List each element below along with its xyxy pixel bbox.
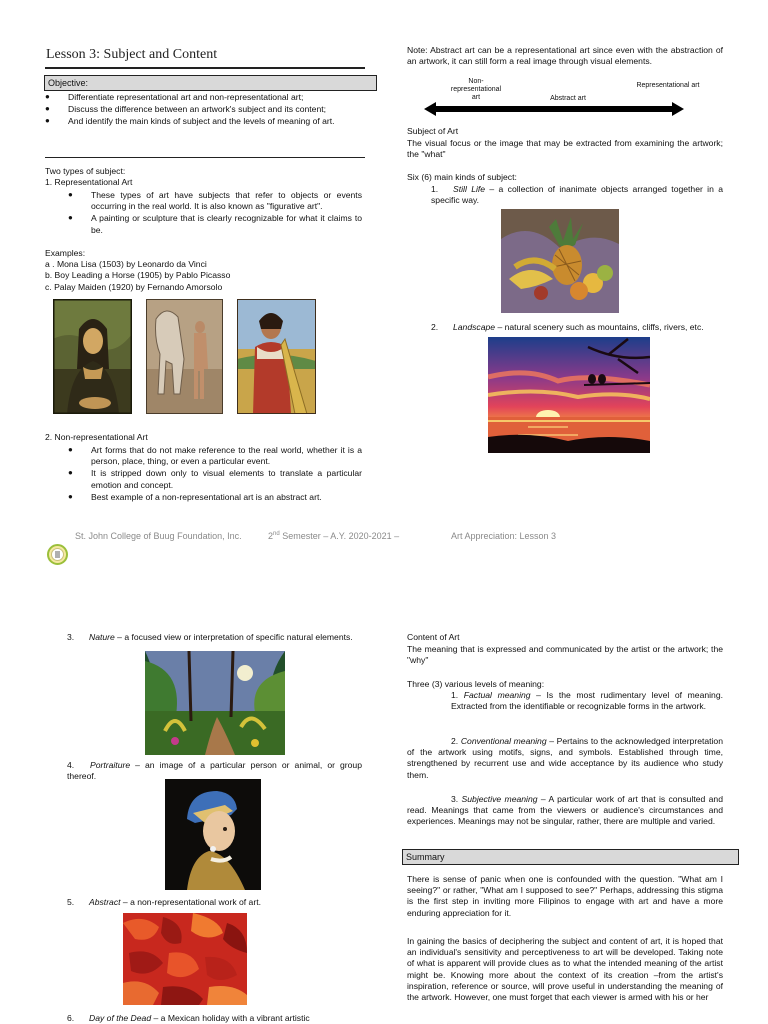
- arrow-label-rep: Representational art: [636, 82, 700, 89]
- subject-definition: The visual focus or the image that may be extracted from examining the artwork; the "what": [407, 138, 723, 160]
- content-heading: Content of Art: [407, 632, 460, 642]
- summary-header: Summary: [402, 849, 739, 865]
- page-title: Lesson 3: Subject and Content: [46, 47, 218, 62]
- rep-bullet: A painting or sculpture that is clearly recognizable for what it claims to be.: [91, 213, 362, 235]
- nature-image: [145, 651, 285, 755]
- summary-paragraph: In gaining the basics of deciphering the subject and content of art, it is hoped that an individual's sensitivity and perceptiveness to art will be developed. Taking note of what is apparent will provide clues as to what the intended meaning of the artist might be. Knowing more about the context of its creation –from the artist's inspiration, reference or source, will prove useful in understanding the meaning of the artwork. However, one must forget that each viewer is armed with his or her: [407, 936, 723, 1002]
- content-definition: The meaning that is expressed and communicated by the artist or the artwork; the "why": [407, 644, 723, 666]
- kind-still-life: 1. Still Life – a collection of inanimate objects arranged together in a specific way.: [431, 184, 724, 206]
- bullet: ●: [68, 491, 73, 501]
- arrow-label-abstract: Abstract art: [550, 95, 586, 102]
- level-subjective: 3. Subjective meaning – A particular work of art that is consulted and read. Meanings that came from the viewers or audience's circumstances and experiences. Meanings may not be singular, rather, there are multiple and varied.: [407, 794, 723, 827]
- abstract-note: Note: Abstract art can be a representational art since even with the abstraction of an artwork, it can still form a real image through visual elements.: [407, 45, 723, 67]
- abstract-image: [123, 913, 247, 1005]
- boy-leading-horse-image: [146, 299, 223, 414]
- kind-portraiture: 4. Portraiture – an image of a particular person or animal, or group thereof.: [67, 760, 362, 782]
- portrait-image: [165, 779, 261, 890]
- objective-item: And identify the main kinds of subject and the levels of meaning of art.: [68, 116, 335, 127]
- bullet: ●: [45, 116, 50, 126]
- kind-abstract: 5. Abstract – a non-representational work of art.: [67, 897, 261, 907]
- representational-bullets: [68, 190, 362, 236]
- examples-heading: Examples:: [45, 248, 86, 258]
- nonrep-bullet: Art forms that do not make reference to the real world, whether it is a person, place, thing, or even a particular event.: [91, 445, 362, 467]
- subject-heading: Subject of Art: [407, 126, 459, 136]
- objective-item: Discuss the difference between an artwork's subject and its content;: [68, 104, 327, 115]
- nonrep-bullets: [68, 445, 362, 503]
- rep-bullet: These types of art have subjects that refer to objects or events occurring in the real world. It is also known as "figurative art".: [91, 190, 362, 212]
- still-life-image: [501, 209, 619, 313]
- nonrep-bullet: Best example of a non-representational art is an abstract art.: [91, 491, 322, 502]
- objectives-list: [45, 92, 362, 128]
- bullet: ●: [45, 92, 50, 101]
- landscape-image: [488, 337, 650, 453]
- level-conventional: 2. Conventional meaning – Pertains to the acknowledged interpretation of the artwork using motifs, signs, and symbols. Established through time, strengthened by recurrent use and wide acceptance by its audience who study them.: [407, 736, 723, 780]
- bullet: ●: [68, 445, 73, 454]
- example-item: c. Palay Maiden (1920) by Fernando Amorsolo: [45, 282, 223, 292]
- bullet: ●: [68, 468, 73, 478]
- bullet: ●: [45, 104, 50, 114]
- title-underline: [45, 67, 365, 69]
- example-item: b. Boy Leading a Horse (1905) by Pablo Picasso: [45, 270, 231, 280]
- arrow-label-nonrep: Non-representational art: [450, 78, 502, 102]
- representational-heading: 1. Representational Art: [45, 177, 133, 187]
- bullet: ●: [68, 190, 73, 199]
- example-item: a . Mona Lisa (1503) by Leonardo da Vinci: [45, 259, 207, 269]
- kind-landscape: 2. Landscape – natural scenery such as mountains, cliffs, rivers, etc.: [431, 322, 704, 332]
- school-logo-icon: [47, 544, 68, 565]
- objective-divider: [45, 157, 365, 158]
- footer-school: St. John College of Buug Foundation, Inc.: [75, 531, 242, 541]
- level-factual: 1. Factual meaning – Is the most rudimentary level of meaning. Extracted from the identifiable or recognizable forms in the artwork.: [451, 690, 723, 712]
- kind-nature: 3. Nature – a focused view or interpretation of specific natural elements.: [67, 632, 353, 642]
- kind-day-of-the-dead: 6. Day of the Dead – a Mexican holiday with a vibrant artistic: [67, 1013, 310, 1023]
- summary-paragraph: There is sense of panic when one is confounded with the question. "What am I seeing?" or rather, "What am I supposed to see?" Perhaps, addressing this stigma is the first step in inviting more Filipinos to engage with art and have a more enduring appreciation for it.: [407, 874, 723, 918]
- objective-item: Differentiate representational art and non-representational art;: [68, 92, 304, 102]
- objective-header: Objective:: [44, 75, 377, 91]
- bullet: ●: [68, 213, 73, 223]
- three-levels-heading: Three (3) various levels of meaning:: [407, 679, 545, 689]
- six-kinds-heading: Six (6) main kinds of subject:: [407, 172, 517, 182]
- nonrep-heading: 2. Non-representational Art: [45, 432, 148, 442]
- footer-semester: 2nd Semester – A.Y. 2020-2021 –: [268, 531, 400, 541]
- footer-course: Art Appreciation: Lesson 3: [451, 531, 557, 541]
- palay-maiden-image: [237, 299, 316, 414]
- double-arrow-graphic: [424, 101, 684, 117]
- mona-lisa-image: [53, 299, 132, 414]
- two-types-heading: Two types of subject:: [45, 166, 126, 176]
- nonrep-bullet: It is stripped down only to visual elements to translate a particular emotion and concept.: [91, 468, 362, 490]
